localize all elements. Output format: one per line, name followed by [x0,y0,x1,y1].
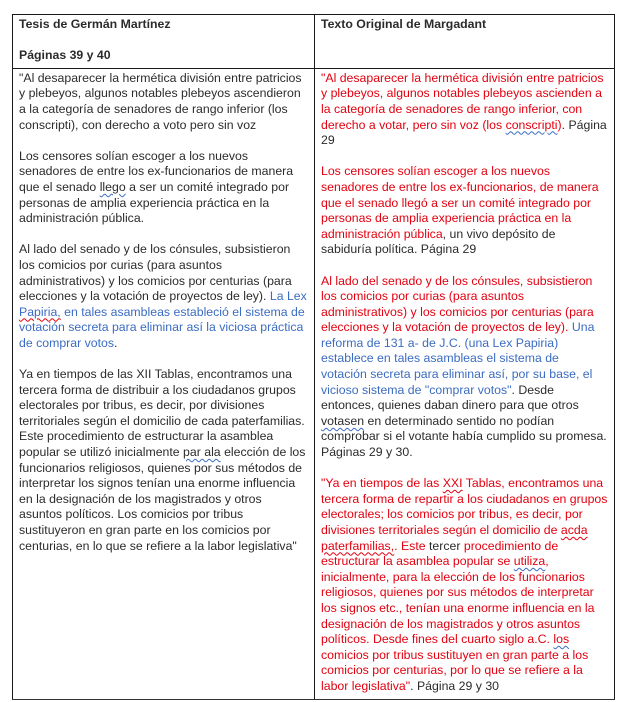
thesis-paragraph-3-text: Al lado del senado y de los cónsules, subsistieron los comicios por curias (para asuntos administrativos) y los comicios por centurias (para elecciones y la votación de proyectos de ley). [19,242,292,304]
thesis-paragraph-1 [19,71,308,133]
grammar-flagged-word[interactable]: llego [99,179,126,194]
thesis-paragraph-3-end: . [114,335,118,350]
paraphrased-source-blue: Una reforma de 131 a- de J.C. (una Lex Papiria) establece en tales asambleas el sistema de votación secreta para eliminar así, por su base, el vicioso sistema de "comprar votos" [321,320,595,397]
grammar-flagged-word[interactable]: los [553,632,570,647]
thesis-paragraph-4-text-b: elección de los funcionarios religiosos, quienes por sus métodos de interpretar los signos tenían una enorme influencia en la designación de los magistrados y otros asuntos políticos. Los comicios por tribus sustituyeron en gran parte en los comicios por centurias, en lo que se refiere a la labor legislativa" [19,445,306,553]
spelling-flagged-word[interactable]: acda [560,523,588,537]
original-paragraph-3 [321,274,608,461]
thesis-text-cell [13,68,315,699]
thesis-paragraph-3 [19,242,308,351]
grammar-flagged-word[interactable]: conscripti [505,117,558,132]
page-reference: . Página 29 y 30 [410,678,500,693]
page-reference: en determinado sentido no podían comprobar si el votante había cumplido su promesa. Páginas 29 y 30. [321,413,607,460]
page-reference: , un vivo depósito de sabiduría política. Página 29 [321,226,556,257]
spelling-flagged-word[interactable]: paterfamilias, [321,538,395,553]
column-subtitle-pages: Páginas 39 y 40 [19,48,111,63]
header-cell-original [315,15,615,69]
highlighted-paraphrase-b: en tales asambleas estableció el sistema de votación secreta para eliminar así la viciosa práctica de comprar votos [19,304,305,350]
copied-text-red: Al lado del senado y de los cónsules, subsistieron los comicios por curias (para asuntos administrativos) y los comicios por centurias (para elecciones y la votación de proyectos de ley). [321,273,594,335]
comparison-table [12,14,615,700]
copied-text-red: "Ya en tiempos de las [321,476,443,491]
thesis-paragraph-2-text-b: a ser un comité integrado por personas de amplia experiencia práctica en la administración pública. [19,179,290,226]
thesis-paragraph-2-text-a: Los censores solían escoger a los nuevos senadores de entre los ex-funcionarios de manera que el senado [19,148,294,194]
header-cell-thesis [13,15,315,69]
grammar-flagged-word[interactable]: utiliza [513,554,546,569]
copied-text-red: . Este [394,538,429,553]
original-text-dark: . Desde entonces, quienes daban dinero para que otros [321,382,579,413]
spelling-flagged-word[interactable]: Papiria, [19,304,61,319]
original-paragraph-2 [321,164,608,258]
thesis-paragraph-1-text: "Al desaparecer la hermética división entre patricios y plebeyos, algunos notables plebeyos ascendieron a la categoría de senadores de rango inferior (los conscripti), con derecho a voto pero sin voz [19,70,302,132]
copied-text-red: ) [557,117,562,132]
original-paragraph-4 [321,476,608,694]
copied-text-red: procedimiento de estructurar la asamblea popular se [321,538,559,569]
spelling-flagged-word[interactable]: XXI [442,476,463,491]
copied-text-red: "Al desaparecer la hermética división entre patricios y plebeyos, algunos notables plebeyos ascienden a la categoría de senadores de rango inferior, con derecho a votar, pero sin voz (los [321,70,604,132]
table-body-row [13,68,615,699]
grammar-flagged-word[interactable]: votasen [321,413,365,428]
table-header-row [13,15,615,69]
original-text-cell [315,68,615,699]
thesis-paragraph-4 [19,367,308,554]
highlighted-paraphrase-a: La Lex [269,289,307,304]
grammar-flagged-phrase[interactable]: par ala [183,445,221,460]
original-text-dark: tercer [429,538,461,553]
column-title-original: Texto Original de Margadant [321,17,487,31]
original-paragraph-1 [321,71,608,149]
copied-text-red: comicios por tribus sustituyen en gran parte a los comicios por centurias, por lo que se refiere a la labor legislativa" [321,647,589,693]
copied-text-red: Los censores solían escoger a los nuevos senadores de entre los ex-funcionarios, de manera que el senado llegó a ser un comité integrado por personas de amplia experiencia práctica en la administración pública [321,164,599,241]
copied-text-red: Tablas, encontramos una tercera forma de repartir a los ciudadanos en grupos electorales; los comicios por tribus, es decir, por divisiones territoriales según el domicilio de [321,476,608,537]
copied-text-red: , inicialmente, para la elección de los funcionarios religiosos, quienes por sus métodos de interpretar los signos etc., tenían una enorme influencia en la designación de los magistrados y otros asuntos políticos. Desde fines del cuarto siglo a.C. [321,554,595,647]
column-title-thesis: Tesis de Germán Martínez [19,17,171,31]
thesis-paragraph-4-text-a: Ya en tiempos de las XII Tablas, encontramos una tercera forma de distribuir a los ciudadanos grupos electorales por tribus, es decir, por divisiones territoriales según el domicilio de cada paterfamilias. Este procedimiento de estructurar la asamblea popular se utilizó inicialmente [19,367,305,460]
page-reference: . Página 29 [321,117,607,148]
thesis-paragraph-2 [19,149,308,227]
